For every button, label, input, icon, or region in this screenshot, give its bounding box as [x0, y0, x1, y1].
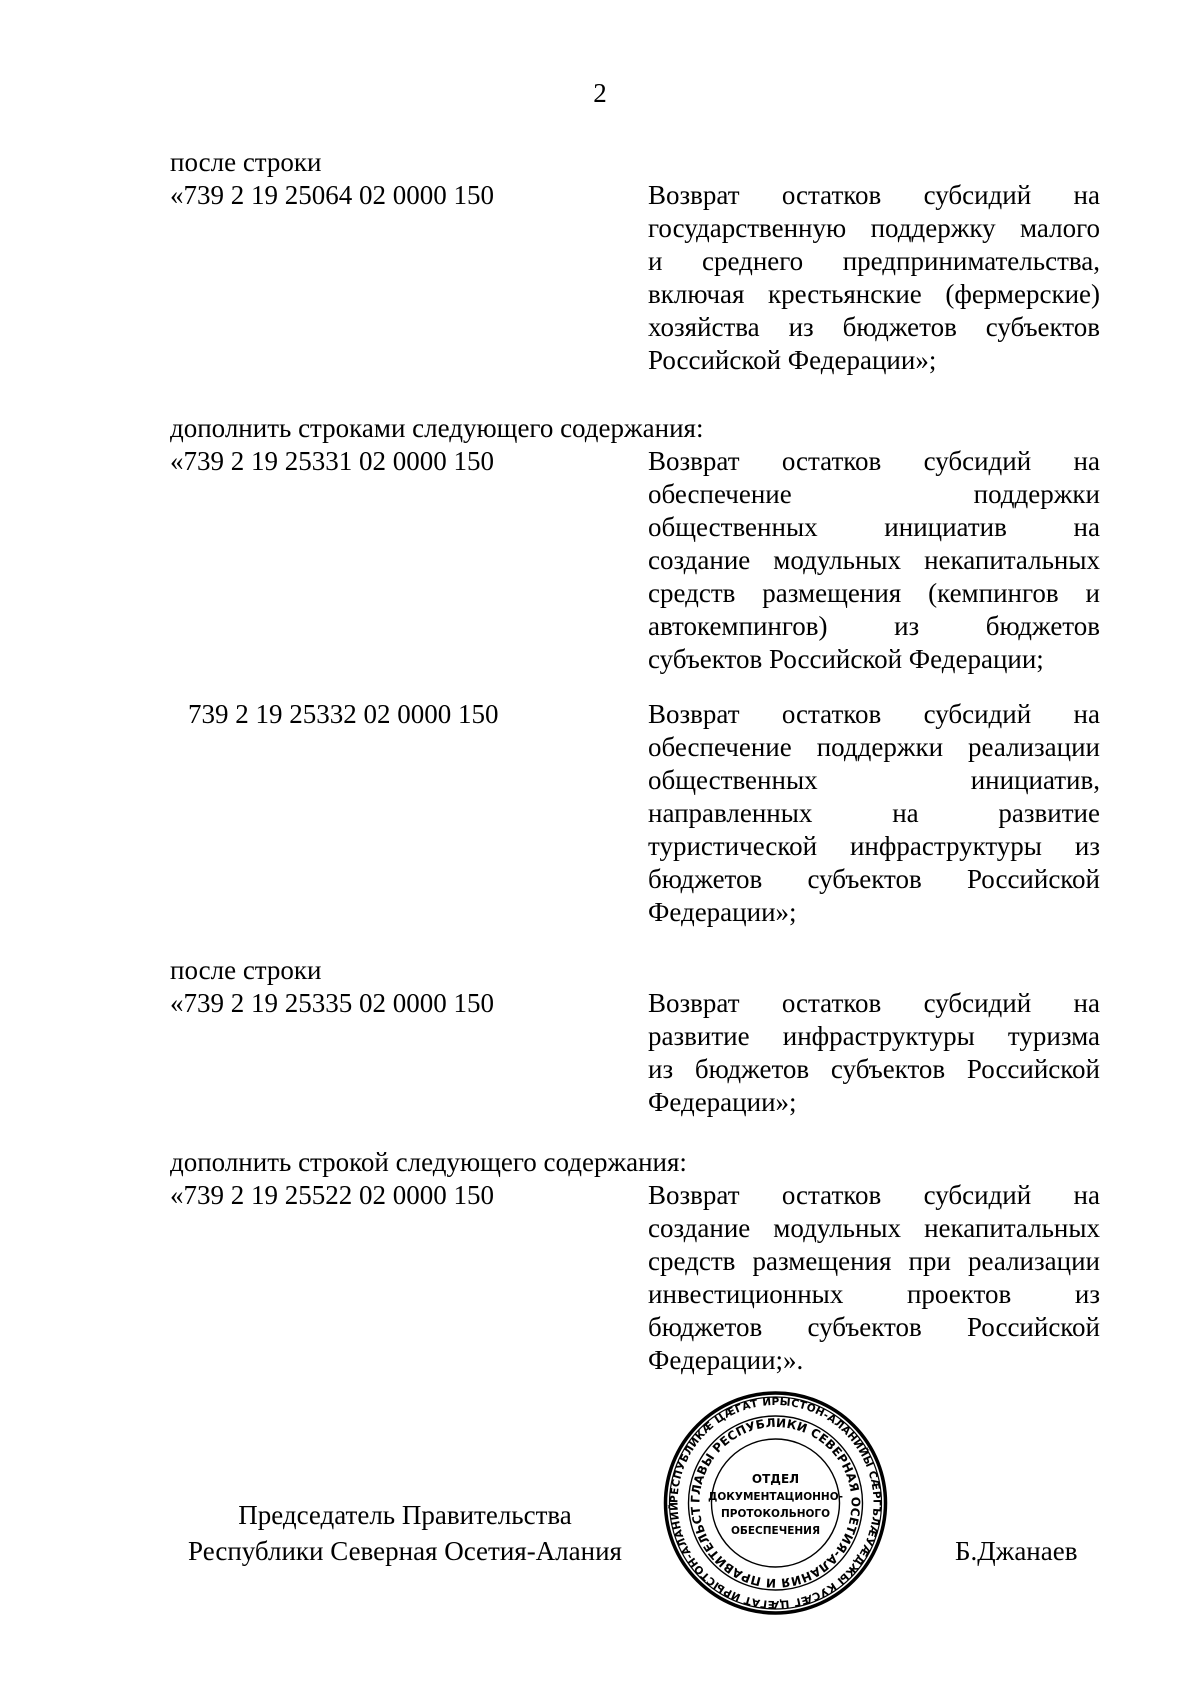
- description-line: развитие инфраструктуры туризма: [648, 1021, 1100, 1051]
- description-line: Возврат остатков субсидий на: [648, 180, 1100, 210]
- description-line: автокемпингов) из бюджетов: [648, 611, 1100, 641]
- description-line: инвестиционных проектов из: [648, 1279, 1100, 1309]
- description-line: бюджетов субъектов Российской: [648, 1312, 1100, 1342]
- stamp-seal-icon: [663, 1388, 888, 1618]
- description-line: направленных на развитие: [648, 798, 1100, 828]
- section-intro: после строки: [170, 955, 322, 985]
- stamp-center-line: ОБЕСПЕЧЕНИЯ: [730, 1525, 821, 1537]
- description-line: из бюджетов субъектов Российской: [648, 1054, 1100, 1084]
- page-number: 2: [593, 78, 607, 108]
- description-line: Российской Федерации»;: [648, 345, 937, 375]
- description-line: общественных инициатив,: [648, 765, 1100, 795]
- stamp-outer-text: РЕСПУБЛИКӔ ЦӔГАТ ИРЫСТОН-АЛАНИЙЫ СӔРГЪЛӔУӔДЖЫ КУСӔГ ЦӔГАТ ИРЫСТОН-АЛАНИЙ: [668, 1395, 883, 1611]
- description-line: создание модульных некапитальных: [648, 1213, 1100, 1243]
- stamp-center-line: ОТДЕЛ: [751, 1472, 800, 1486]
- official-stamp: [663, 1388, 888, 1618]
- signatory-title: [170, 1497, 640, 1569]
- stamp-center-line: ДОКУМЕНТАЦИОННО-: [708, 1491, 843, 1503]
- description-line: создание модульных некапитальных: [648, 545, 1100, 575]
- budget-code: «739 2 19 25064 02 0000 150: [170, 180, 494, 210]
- description-line: Федерации»;: [648, 897, 797, 927]
- description-line: туристической инфраструктуры из: [648, 831, 1100, 861]
- description-line: общественных инициатив на: [648, 512, 1100, 542]
- code-description: [648, 698, 1100, 929]
- budget-code: «739 2 19 25331 02 0000 150: [170, 446, 494, 476]
- description-line: Федерации»;: [648, 1087, 797, 1117]
- description-line: и среднего предпринимательства,: [648, 246, 1100, 276]
- description-line: Возврат остатков субсидий на: [648, 446, 1100, 476]
- description-line: субъектов Российской Федерации;: [648, 644, 1044, 674]
- description-line: Возврат остатков субсидий на: [648, 699, 1100, 729]
- section-intro: дополнить строками следующего содержания:: [170, 413, 704, 443]
- description-line: Федерации;».: [648, 1345, 804, 1375]
- code-description: [648, 987, 1100, 1119]
- stamp-center-line: ПРОТОКОЛЬНОГО: [720, 1508, 831, 1520]
- description-line: Возврат остатков субсидий на: [648, 988, 1100, 1018]
- description-line: обеспечение поддержки: [648, 479, 1100, 509]
- code-description: [648, 445, 1100, 676]
- description-line: включая крестьянские (фермерские): [648, 279, 1100, 309]
- description-line: государственную поддержку малого: [648, 213, 1100, 243]
- description-line: обеспечение поддержки реализации: [648, 732, 1100, 762]
- section-intro: дополнить строкой следующего содержания:: [170, 1147, 687, 1177]
- description-line: бюджетов субъектов Российской: [648, 864, 1100, 894]
- budget-code: 739 2 19 25332 02 0000 150: [188, 699, 499, 729]
- budget-code: «739 2 19 25522 02 0000 150: [170, 1180, 494, 1210]
- budget-code: «739 2 19 25335 02 0000 150: [170, 988, 494, 1018]
- signatory-title-line: Республики Северная Осетия-Алания: [188, 1536, 622, 1566]
- code-description: [648, 179, 1100, 377]
- signatory-title-line: Председатель Правительства: [238, 1500, 572, 1530]
- section-intro: после строки: [170, 147, 322, 177]
- description-line: средств размещения (кемпингов и: [648, 578, 1100, 608]
- stamp-middle-text: ГЛАВЫ РЕСПУБЛИКИ СЕВЕРНАЯ ОСЕТИЯ-АЛАНИЯ И ПРАВИТЕЛЬСТ: [688, 1415, 863, 1591]
- description-line: средств размещения при реализации: [648, 1246, 1100, 1276]
- signatory-name: Б.Джанаев: [955, 1536, 1078, 1566]
- code-description: [648, 1179, 1100, 1377]
- description-line: Возврат остатков субсидий на: [648, 1180, 1100, 1210]
- description-line: хозяйства из бюджетов субъектов: [648, 312, 1100, 342]
